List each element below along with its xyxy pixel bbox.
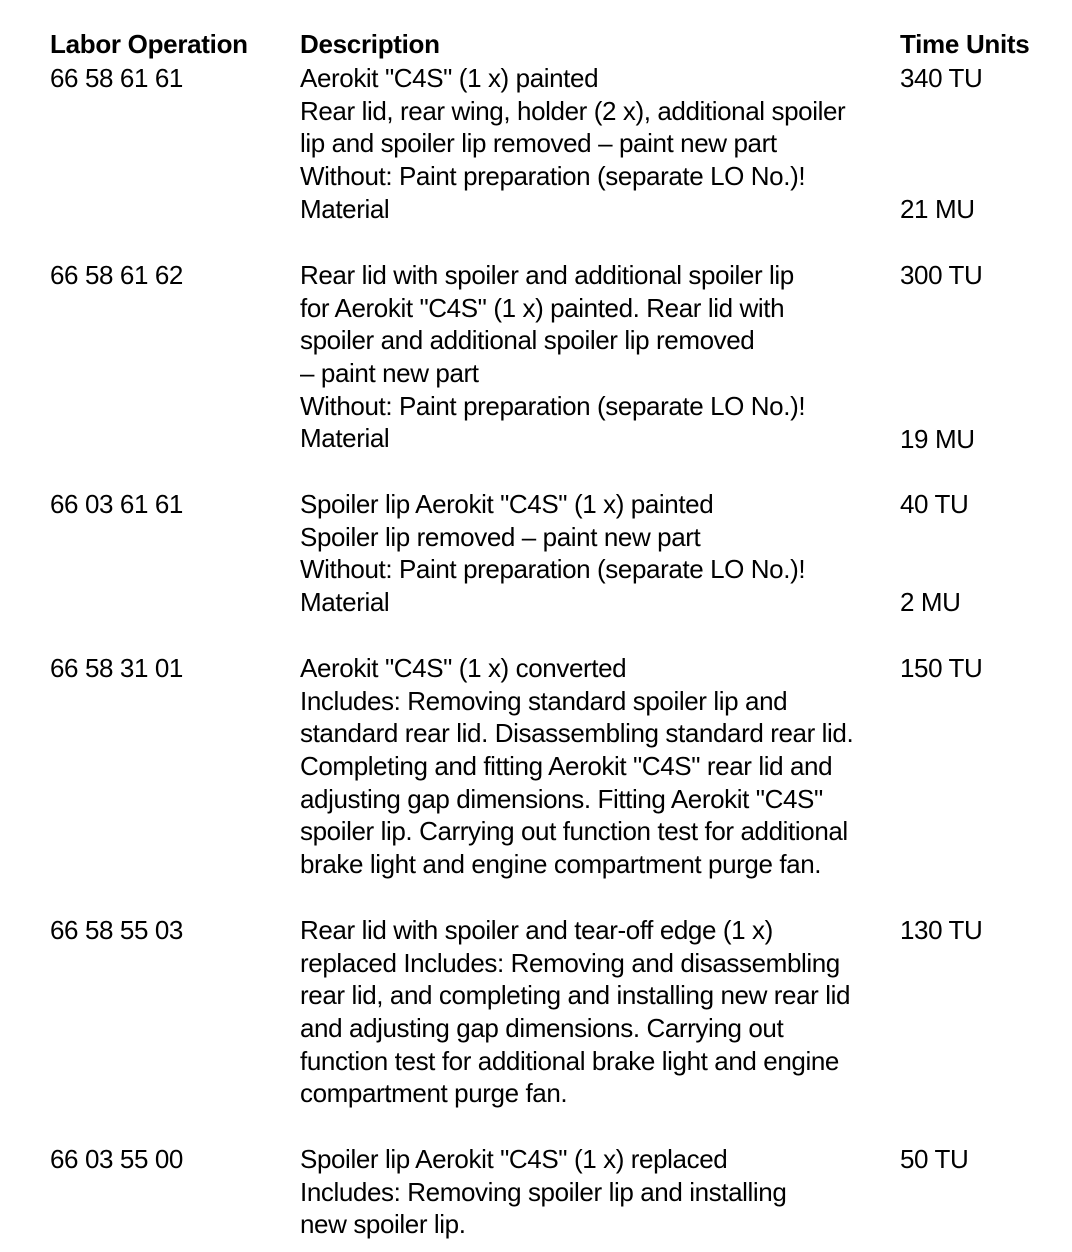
description-line: Includes: Removing spoiler lip and installing bbox=[300, 1176, 787, 1207]
description-line: brake light and engine compartment purge fan. bbox=[300, 849, 822, 880]
time-units-value: 150 TU bbox=[900, 653, 983, 683]
description-line: spoiler and additional spoiler lip removed bbox=[300, 325, 755, 356]
description-line: and adjusting gap dimensions. Carrying out bbox=[300, 1013, 784, 1044]
labor-operation-code: 66 58 55 03 bbox=[50, 915, 183, 945]
description-line: replaced Includes: Removing and disassembling bbox=[300, 947, 840, 978]
labor-operation-code: 66 58 61 61 bbox=[50, 63, 183, 93]
description-line: Spoiler lip Aerokit "C4S" (1 x) replaced bbox=[300, 1144, 728, 1174]
header-description: Description bbox=[300, 29, 440, 59]
description-line: Without: Paint preparation (separate LO No.)! bbox=[300, 554, 806, 585]
description-line: – paint new part bbox=[300, 358, 479, 389]
operation-description bbox=[300, 914, 890, 1110]
labor-operation-code: 66 03 55 00 bbox=[50, 1144, 183, 1174]
description-line: Aerokit "C4S" (1 x) converted bbox=[300, 653, 627, 683]
description-line: adjusting gap dimensions. Fitting Aerokit "C4S" bbox=[300, 783, 823, 814]
material-units-value: 2 MU bbox=[900, 587, 961, 618]
labor-operation-code: 66 03 61 61 bbox=[50, 489, 183, 519]
description-line: for Aerokit "C4S" (1 x) painted. Rear lid with bbox=[300, 292, 785, 323]
labor-operation-code: 66 58 61 62 bbox=[50, 260, 183, 290]
operation-description bbox=[300, 259, 890, 455]
description-line: Without: Paint preparation (separate LO No.)! bbox=[300, 390, 806, 421]
description-line: Material bbox=[300, 587, 390, 618]
header-time-units: Time Units bbox=[900, 29, 1030, 59]
material-units-value: 21 MU bbox=[900, 193, 975, 224]
labor-operation-code: 66 58 31 01 bbox=[50, 653, 183, 683]
time-units-value: 50 TU bbox=[900, 1144, 969, 1174]
time-units-value: 130 TU bbox=[900, 915, 983, 945]
description-line: Spoiler lip Aerokit "C4S" (1 x) painted bbox=[300, 489, 714, 519]
description-line: Rear lid with spoiler and additional spoiler lip bbox=[300, 260, 794, 290]
description-line: standard rear lid. Disassembling standard rear lid. bbox=[300, 718, 854, 749]
description-line: function test for additional brake light and engine bbox=[300, 1045, 839, 1076]
description-line: Completing and fitting Aerokit "C4S" rear lid and bbox=[300, 751, 833, 782]
description-line: new spoiler lip. bbox=[300, 1209, 466, 1240]
operation-description bbox=[300, 652, 890, 881]
time-units-value: 40 TU bbox=[900, 489, 969, 519]
description-line: lip and spoiler lip removed – paint new part bbox=[300, 128, 777, 159]
description-line: rear lid, and completing and installing new rear lid bbox=[300, 980, 851, 1011]
description-line: Spoiler lip removed – paint new part bbox=[300, 521, 701, 552]
description-line: Rear lid with spoiler and tear-off edge (1 x) bbox=[300, 915, 773, 945]
description-line: Material bbox=[300, 423, 390, 454]
header-labor-operation: Labor Operation bbox=[50, 29, 248, 59]
time-units-value: 300 TU bbox=[900, 260, 983, 290]
description-line: Without: Paint preparation (separate LO No.)! bbox=[300, 161, 806, 192]
description-line: compartment purge fan. bbox=[300, 1078, 568, 1109]
description-line: spoiler lip. Carrying out function test for additional bbox=[300, 816, 848, 847]
description-line: Aerokit "C4S" (1 x) painted bbox=[300, 63, 599, 93]
material-units-value: 19 MU bbox=[900, 423, 975, 454]
operation-description bbox=[300, 62, 890, 225]
time-units-value: 340 TU bbox=[900, 63, 983, 93]
description-line: Rear lid, rear wing, holder (2 x), additional spoiler bbox=[300, 95, 846, 126]
operation-description bbox=[300, 1143, 890, 1241]
operation-description bbox=[300, 488, 890, 619]
description-line: Material bbox=[300, 193, 390, 224]
description-line: Includes: Removing standard spoiler lip and bbox=[300, 685, 788, 716]
